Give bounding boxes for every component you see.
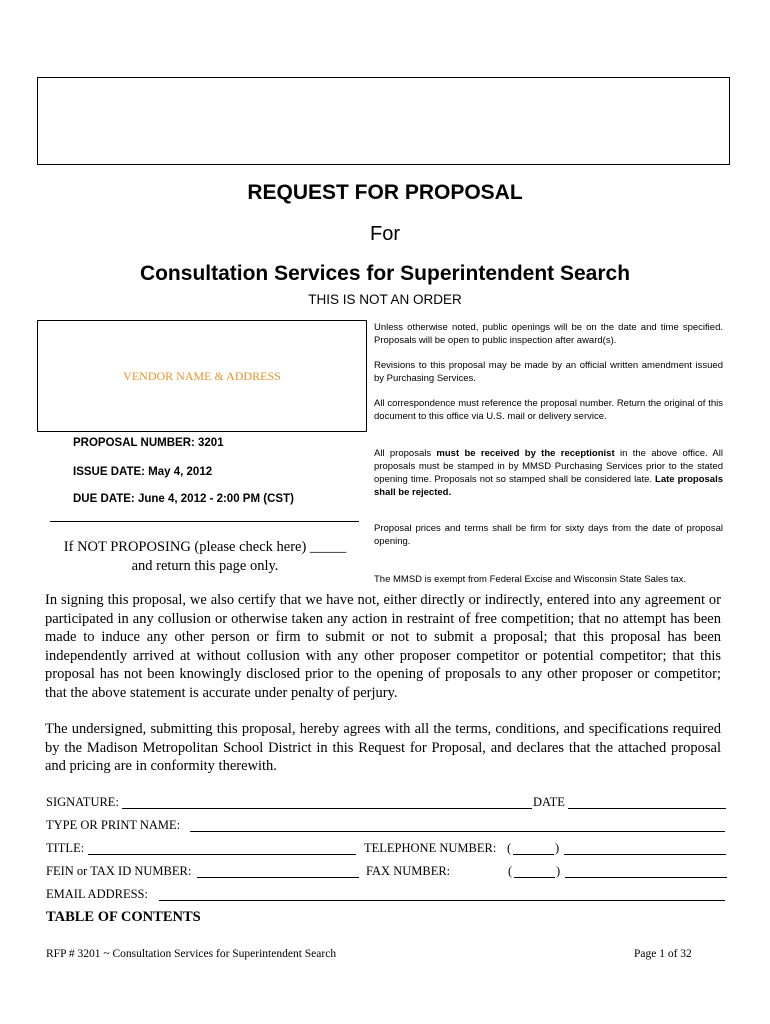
agreement-paragraph: The undersigned, submitting this proposal, hereby agrees with all the terms, conditions, and specifications required by the Madison Metropolitan School District in this Request for Proposal, and declares that the attached proposal and pricing are in conformity therewith.	[45, 721, 721, 774]
telephone-field[interactable]	[564, 841, 726, 855]
type-name-label: TYPE OR PRINT NAME:	[46, 818, 181, 832]
note-receipt-pre: All proposals	[374, 448, 437, 459]
note-public-openings: Unless otherwise noted, public openings will be on the date and time specified. Proposals will be open to public inspection after award(s).	[374, 322, 723, 346]
phone-area-code-field[interactable]	[513, 841, 554, 855]
note-correspondence: All correspondence must reference the proposal number. Return the original of this document to this office via U.S. mail or delivery service.	[374, 398, 723, 422]
type-name-field[interactable]	[190, 818, 725, 832]
not-proposing-note	[50, 538, 360, 576]
fein-label: FEIN or TAX ID NUMBER:	[46, 864, 192, 878]
due-date: DUE DATE: June 4, 2012 - 2:00 PM (CST)	[73, 493, 294, 505]
fax-area-code-field[interactable]	[514, 864, 555, 878]
page-number: Page 1 of 32	[634, 948, 692, 960]
footer-rfp-title: RFP # 3201 ~ Consultation Services for Superintendent Search	[46, 948, 337, 960]
telephone-label: TELEPHONE NUMBER:	[364, 841, 497, 855]
not-order-notice: THIS IS NOT AN ORDER	[308, 292, 462, 307]
title-label: TITLE:	[46, 841, 85, 855]
not-proposing-line1[interactable]: If NOT PROPOSING (please check here) _____	[63, 539, 347, 555]
date-field[interactable]	[568, 795, 726, 809]
email-field[interactable]	[159, 887, 725, 901]
fax-field[interactable]	[565, 864, 727, 878]
fax-area-close: )	[556, 864, 561, 878]
proposal-subject: Consultation Services for Superintendent Search	[139, 262, 631, 285]
note-tax-exempt: The MMSD is exempt from Federal Excise and Wisconsin State Sales tax.	[374, 574, 687, 585]
note-receipt-post: in the above office. All proposals must be stamped in by MMSD Purchasing Services prior to the stated opening time. Proposals not so stamped shall be considered late.	[374, 448, 723, 485]
not-proposing-line2: and return this page only.	[131, 558, 279, 574]
certification-paragraph: In signing this proposal, we also certify that we have not, either directly or indirectly, entered into any agreement or participated in any collusion or otherwise taken any action in restraint of free competition; that no attempt has been made to induce any other person or firm to submit or not to submit a proposal; that this proposal has been independently arrived at without collusion with any other proposer competitor or potential competitor; that this proposal has not been knowingly disclosed prior to the opening of proposals to any other proposer or competitor; that the above statement is accurate under penalty of perjury.	[45, 592, 721, 701]
note-prices-firm: Proposal prices and terms shall be firm for sixty days from the date of proposal opening.	[374, 523, 723, 547]
fein-field[interactable]	[197, 864, 359, 878]
title-field[interactable]	[88, 841, 356, 855]
phone-area-open: (	[507, 841, 512, 855]
fax-label: FAX NUMBER:	[366, 864, 451, 878]
signature-label: SIGNATURE:	[46, 795, 119, 809]
page-title: REQUEST FOR PROPOSAL	[247, 181, 523, 204]
note-receipt-bold: must be received by the receptionist	[436, 448, 615, 459]
vendor-box-label: VENDOR NAME & ADDRESS	[123, 369, 281, 383]
fax-area-open: (	[508, 864, 513, 878]
signature-field[interactable]	[122, 795, 532, 809]
proposal-number: PROPOSAL NUMBER: 3201	[73, 437, 224, 449]
date-label: DATE	[533, 795, 565, 809]
letterhead-box	[37, 77, 730, 165]
issue-date: ISSUE DATE: May 4, 2012	[73, 466, 213, 478]
toc-heading: TABLE OF CONTENTS	[46, 909, 201, 925]
phone-area-close: )	[555, 841, 560, 855]
note-receipt	[374, 447, 723, 499]
for-text: For	[370, 223, 400, 245]
note-revisions: Revisions to this proposal may be made by an official written amendment issued by Purchasing Services.	[374, 360, 723, 384]
note-late-bold: Late proposals shall be rejected.	[374, 474, 723, 498]
email-label: EMAIL ADDRESS:	[46, 887, 148, 901]
separator-line	[50, 521, 359, 522]
